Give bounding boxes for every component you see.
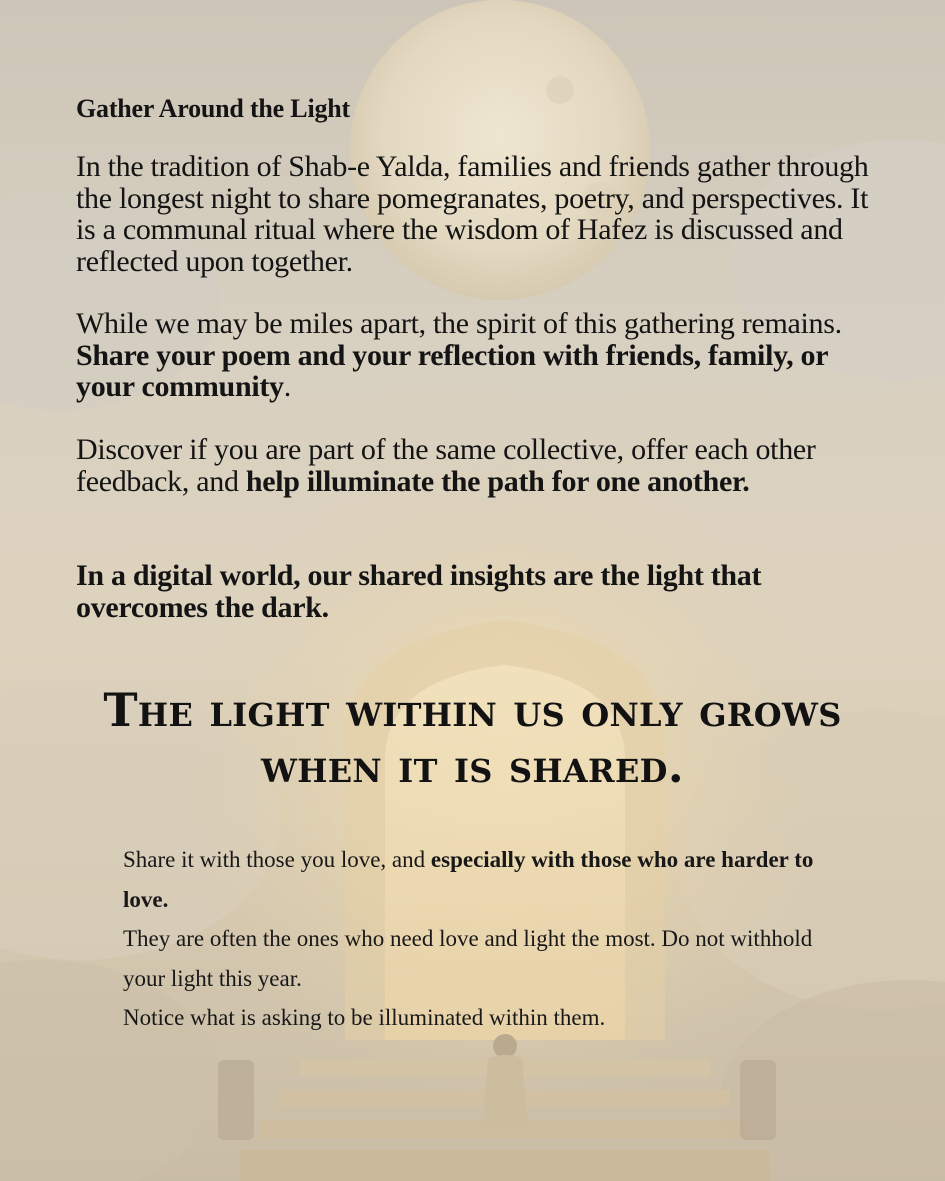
quote-line-1: The light within us only grows	[103, 683, 842, 737]
closing-paragraph	[123, 840, 823, 1038]
closing-line-2: They are often the ones who need love and light the most. Do not withhold your light this year.	[123, 926, 813, 991]
quote-line-2: when it is shared.	[260, 739, 685, 793]
closing-emphasis: especially with those who are harder to love.	[123, 847, 814, 912]
paragraph-tradition: In the tradition of Shab-e Yalda, families and friends gather through the longest night to share pomegranates, poetry, and perspectives. It is a communal ritual where the wisdom of Hafez is discussed and reflected upon together.	[76, 150, 869, 278]
quote-headline	[40, 682, 905, 794]
paragraph-discover-period: .	[742, 464, 750, 498]
section-heading: Gather Around the Light	[76, 94, 350, 123]
paragraph-discover	[76, 434, 876, 497]
paragraph-share-emphasis: Share your poem and your reflection with friends, family, or your community	[76, 338, 828, 403]
paragraph-discover-emphasis: help illuminate the path for one another	[245, 464, 743, 498]
paragraph-discover-text: Discover if you are part of the same collective, offer each other feedback, and	[76, 433, 816, 498]
paragraph-digital-world: In a digital world, our shared insights are the light that overcomes the dark.	[76, 559, 762, 624]
paragraph-share-text: While we may be miles apart, the spirit of this gathering remains.	[76, 307, 842, 340]
closing-text: Share it with those you love, and	[123, 847, 431, 872]
paragraph-share	[76, 308, 876, 403]
closing-line-3: Notice what is asking to be illuminated within them.	[123, 1005, 606, 1030]
paragraph-share-period: .	[283, 370, 291, 403]
